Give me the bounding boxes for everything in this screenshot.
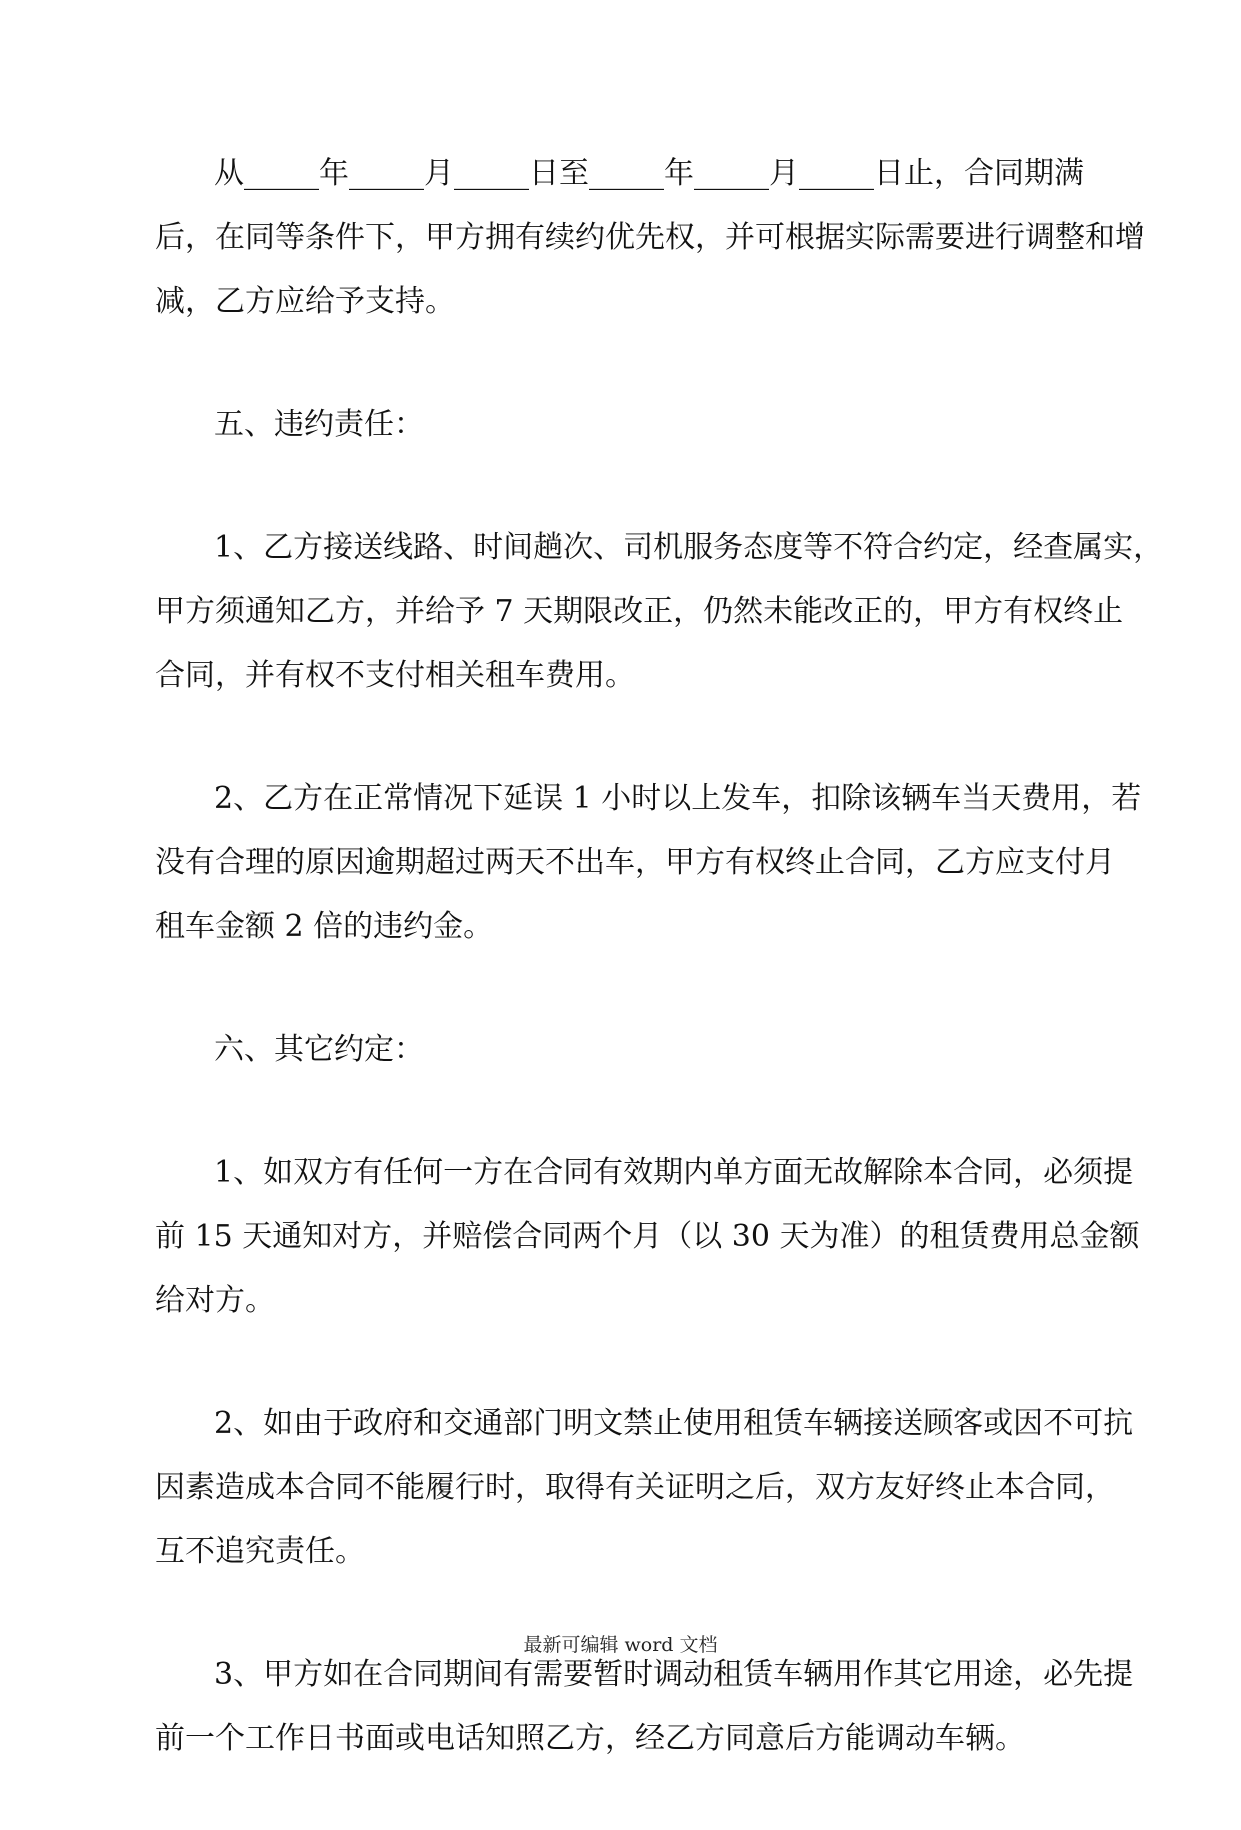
paragraph-term-period — [155, 142, 1145, 334]
paragraph-line: 给对方。 — [155, 1283, 275, 1318]
paragraph-line: 3、甲方如在合同期间有需要暂时调动租赁车辆用作其它用途，必先提 — [214, 1657, 1134, 1692]
page-footer: 最新可编辑 word 文档 — [523, 1634, 718, 1656]
paragraph-other-2 — [155, 1392, 1134, 1584]
paragraph-breach-1 — [155, 516, 1164, 708]
paragraph-line: 2、乙方在正常情况下延误 1 小时以上发车，扣除该辆车当天费用，若 — [214, 781, 1142, 816]
paragraph-line: 减，乙方应给予支持。 — [155, 284, 455, 319]
paragraph-other-1 — [155, 1141, 1140, 1333]
paragraph-line: 因素造成本合同不能履行时，取得有关证明之后，双方友好终止本合同， — [155, 1470, 1115, 1505]
document-body — [155, 142, 1164, 1830]
paragraph-line: 1、如双方有任何一方在合同有效期内单方面无故解除本合同，必须提 — [214, 1155, 1134, 1190]
paragraph-line: 1、乙方接送线路、时间趟次、司机服务态度等不符合约定，经查属实， — [214, 530, 1164, 565]
paragraph-breach-2 — [155, 767, 1142, 959]
paragraph-line: 合同，并有权不支付相关租车费用。 — [155, 658, 635, 693]
paragraph-line: 互不追究责任。 — [155, 1534, 365, 1569]
paragraph-line: 没有合理的原因逾期超过两天不出车，甲方有权终止合同，乙方应支付月 — [155, 845, 1115, 880]
paragraph-line: 前一个工作日书面或电话知照乙方，经乙方同意后方能调动车辆。 — [155, 1721, 1025, 1756]
section-heading-other-terms: 六、其它约定： — [214, 1032, 424, 1067]
paragraph-line: 前 15 天通知对方，并赔偿合同两个月（以 30 天为准）的租赁费用总金额 — [155, 1219, 1140, 1254]
paragraph-line: 甲方须通知乙方，并给予 7 天期限改正，仍然未能改正的，甲方有权终止 — [155, 594, 1124, 629]
paragraph-line: 2、如由于政府和交通部门明文禁止使用租赁车辆接送顾客或因不可抗 — [214, 1406, 1134, 1441]
section-heading-breach-liability: 五、违约责任： — [214, 407, 424, 442]
paragraph-line: 租车金额 2 倍的违约金。 — [155, 909, 494, 944]
paragraph-other-3 — [155, 1643, 1134, 1771]
paragraph-line: 从_____年_____月_____日至_____年_____月_____日止，合同期满 — [214, 156, 1084, 191]
paragraph-line: 后，在同等条件下，甲方拥有续约优先权，并可根据实际需要进行调整和增 — [155, 220, 1145, 255]
